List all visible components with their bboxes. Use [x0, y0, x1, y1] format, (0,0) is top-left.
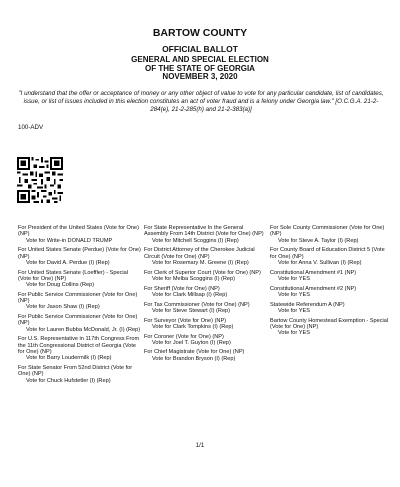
vote-selection: Vote for Write-in DONALD TRUMP [26, 237, 113, 244]
vote-selection: Vote for Mitchell Scoggins (I) (Rep) [152, 237, 239, 244]
race-title: For United States Senate (Perdue) (Vote for One) (NP) [18, 247, 141, 260]
qr-code-icon [17, 157, 63, 203]
race-title: For President of the United States (Vote for One) (NP) [18, 225, 139, 238]
ballot-column-2 [144, 225, 268, 365]
vote-selection: Vote for Anna V. Sullivan (I) (Rep) [278, 259, 362, 266]
vote-selection: Vote for Barry Loudermilk (I) (Rep) [26, 355, 112, 362]
race-entry [144, 270, 268, 283]
voter-fraud-notice: "I understand that the offer or acceptance of money or any other object of value to vote for any particular candidate, list of candidates, issue, or list of issues included in this election constitutes an act of voter fraud and is a felony under Georgia law." [O.C.G.A. 21-2-284(e), 21-2-285(h) and 21-2-383(a)] [18, 90, 384, 113]
race-title: For Public Service Commissioner (Vote for One) (NP) [18, 291, 138, 305]
vote-selection: Vote for Clark Millsap (I) (Rep) [152, 291, 228, 298]
ballot-id: 100-ADV [18, 124, 44, 131]
race-entry [144, 334, 268, 347]
race-title: Constitutional Amendment #1 (NP) [270, 269, 357, 276]
race-title: Bartow County Homestead Exemption - Special (Vote for One) (NP) [270, 317, 389, 330]
race-entry [18, 225, 142, 244]
vote-selection: Vote for Melba Scoggins (I) (Rep) [152, 275, 236, 282]
race-entry [18, 336, 142, 361]
race-title: For County Board of Education District 5 (Vote for One) (NP) [270, 247, 385, 260]
page-number: 1/1 [195, 442, 205, 449]
race-entry [18, 247, 142, 266]
ballot-title: OFFICIAL BALLOT [162, 44, 238, 54]
race-title: For State Senator From 52nd District (Vote for One) (NP) [18, 364, 133, 378]
race-entry [270, 225, 392, 244]
election-date: NOVEMBER 3, 2020 [162, 72, 238, 82]
vote-selection: Vote for Steve A. Taylor (I) (Rep) [278, 237, 359, 244]
vote-selection: Vote for Lauren Bubba McDonald, Jr. (I) (Rep) [26, 326, 141, 333]
vote-selection: Vote for Jason Shaw (I) (Rep) [26, 304, 100, 311]
vote-selection: Vote for Clark Tompkins (I) (Rep) [152, 323, 234, 330]
vote-selection: Vote for YES [278, 275, 310, 282]
election-line-1: GENERAL AND SPECIAL ELECTION [131, 55, 269, 64]
election-line-2: OF THE STATE OF GEORGIA [145, 63, 255, 73]
race-title: For Surveyor (Vote for One) (NP) [144, 317, 227, 324]
race-entry [18, 365, 142, 384]
race-entry [270, 247, 392, 266]
race-title: Constitutional Amendment #2 (NP) [270, 285, 357, 292]
ballot-column-3 [270, 225, 392, 340]
election-title [0, 56, 400, 82]
race-entry [270, 302, 392, 315]
ballot-column-1 [18, 225, 142, 387]
vote-selection: Vote for Joel T. Guyton (I) (Rep) [152, 339, 231, 346]
race-entry [144, 286, 268, 299]
race-title: For Tax Commissioner (Vote for One) (NP) [144, 301, 250, 308]
vote-selection: Vote for Rosemary M. Greene (I) (Rep) [152, 259, 249, 266]
race-entry [144, 302, 268, 315]
race-entry [144, 247, 268, 266]
race-title: For District Attorney of the Cherokee Judicial Circuit (Vote for One) (NP) [144, 247, 255, 260]
vote-selection: Vote for YES [278, 330, 310, 337]
race-entry [144, 318, 268, 331]
race-title: For Clerk of Superior Court (Vote for One) (NP) [144, 269, 261, 276]
race-entry [270, 286, 392, 299]
race-entry [18, 292, 142, 311]
race-title: For United States Senate (Loeffler) - Special (Vote for One) (NP) [18, 269, 128, 282]
vote-selection: Vote for Brandon Bryson (I) (Rep) [152, 355, 236, 362]
vote-selection: Vote for YES [278, 291, 310, 298]
race-title: For Sheriff (Vote for One) (NP) [144, 285, 220, 292]
race-entry [270, 270, 392, 283]
race-title: For Sole County Commissioner (Vote for One) (NP) [270, 225, 385, 238]
race-title: For U.S. Representative in 117th Congress From the 11th Congressional District of Georgia (Vote for One) (NP) [18, 336, 140, 355]
race-entry [270, 318, 392, 337]
race-entry [144, 349, 268, 362]
vote-selection: Vote for YES [278, 307, 310, 314]
race-title: Statewide Referendum A (NP) [270, 301, 345, 308]
race-title: For Chief Magistrate (Vote for One) (NP) [144, 349, 245, 356]
race-title: For Public Service Commissioner (Vote for One) (NP) [18, 314, 138, 327]
race-entry [18, 270, 142, 289]
vote-selection: Vote for Doug Collins (Rep) [26, 282, 95, 289]
county-name: BARTOW COUNTY [152, 27, 248, 39]
race-title: For State Representative In the General Assembly From 14th District (Vote for One) (NP) [144, 225, 264, 238]
race-title: For Coroner (Vote for One) (NP) [144, 333, 224, 340]
vote-selection: Vote for David A. Perdue (I) (Rep) [26, 259, 110, 266]
vote-selection: Vote for Chuck Hufstetler (I) (Rep) [26, 377, 111, 384]
race-entry [18, 314, 142, 333]
vote-selection: Vote for Steve Stewart (I) (Rep) [152, 307, 231, 314]
race-entry [144, 225, 268, 244]
